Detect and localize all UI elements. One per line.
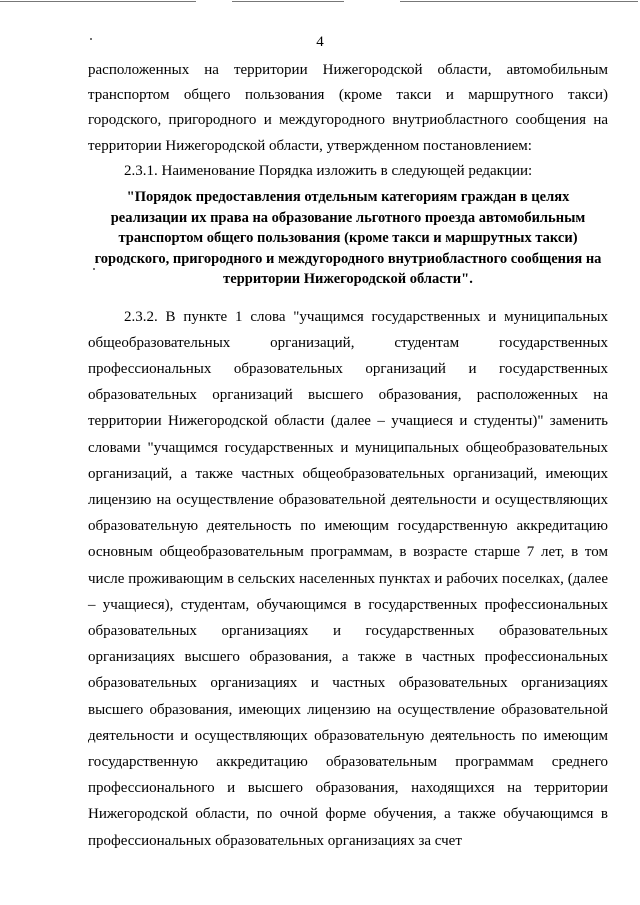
- document-body: [88, 58, 608, 854]
- scan-edge-line: [0, 1, 196, 2]
- item-2-3-2: 2.3.2. В пункте 1 слова "учащимся государственных и муниципальных общеобразовательных организаций, студентам государственных профессиональных образовательных организаций и государственных образовательных организаций высшего образования, расположенных на территории Нижегородской области (далее – учащиеся и студенты)" заменить словами "учащимся государственных и муниципальных общеобразовательных организаций, а также частных общеобразовательных организаций, имеющих лицензию на осуществление образовательной деятельности и осуществляющих образовательную деятельность по имеющим государственную аккредитацию основным общеобразовательным программам, в возрасте старше 7 лет, в том числе проживающим в сельских населенных пунктах и рабочих поселках, (далее – учащиеся), студентам, обучающимся в государственных профессиональных образовательных организациях и государственных образовательных организациях высшего образования, а также в частных профессиональных образовательных организациях и частных образовательных организациях высшего образования, имеющих лицензию на осуществление образовательной деятельности и осуществляющих образовательную деятельность по имеющим государственную аккредитацию образовательным программам среднего профессионального и высшего образования, находящихся на территории Нижегородской области, по очной форме обучения, а также обучающимся в профессиональных образовательных организациях за счет: [88, 308, 608, 849]
- order-title: "Порядок предоставления отдельным категориям граждан в целях реализации их права на образование льготного проезда автомобильным транспортом общего пользования (кроме такси и маршрутных такси) городского, пригородного и междугородного внутриобластного сообщения на территории Нижегородской области".: [94, 189, 602, 288]
- paragraph-intro: расположенных на территории Нижегородской области, автомобильным транспортом общего пользования (кроме такси и маршрутного такси) городского, пригородного и междугородного внутриобластного сообщения на территории Нижегородской области, утвержденном постановлением:: [88, 62, 608, 154]
- scan-edge-line: [400, 1, 638, 2]
- page-number: 4: [316, 34, 324, 50]
- item-2-3-1: 2.3.1. Наименование Порядка изложить в следующей редакции:: [124, 162, 533, 179]
- scan-edge-line: [232, 1, 344, 2]
